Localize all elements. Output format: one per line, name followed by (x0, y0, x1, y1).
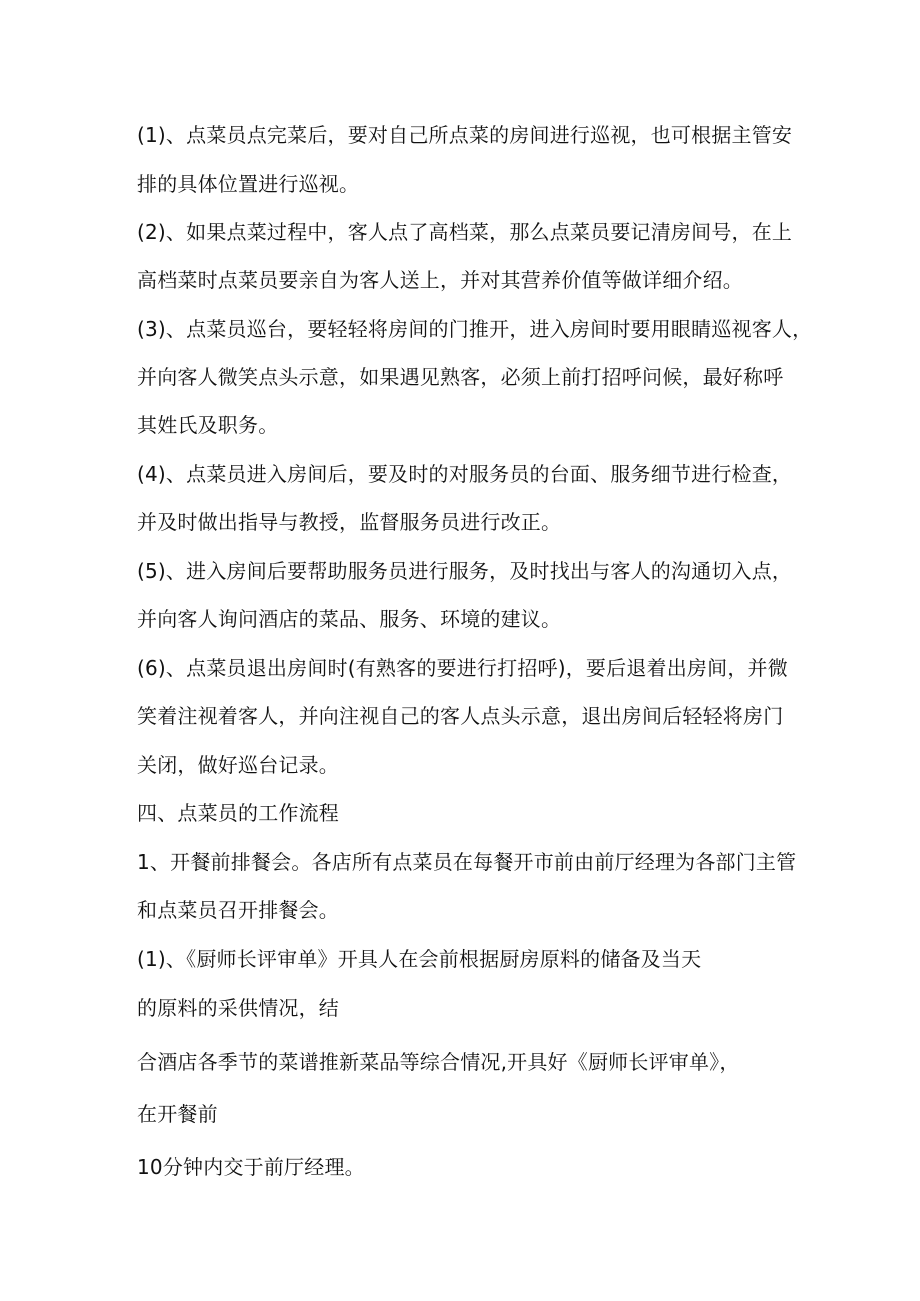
paragraph-6-line-3: 关闭，做好巡台记录。 (137, 753, 339, 777)
item-1-line-2: 和点菜员召开排餐会。 (137, 898, 339, 922)
sub-item-1-line-2: 的原料的采供情况，结 (137, 996, 339, 1020)
paragraph-1-line-1: (1)、点菜员点完菜后，要对自己所点菜的房间进行巡视，也可根据主管安 (137, 123, 793, 147)
sub-item-1-line-5: 10分钟内交于前厅经理。 (137, 1155, 365, 1179)
sub-item-1-line-1: (1)、《厨师长评审单》开具人在会前根据厨房原料的储备及当天 (137, 947, 702, 971)
paragraph-6-line-1: (6)、点菜员退出房间时(有熟客的要进行打招呼)，要后退着出房间，并微 (137, 656, 788, 680)
paragraph-5-line-2: 并向客人询问酒店的菜品、服务、环境的建议。 (137, 607, 562, 631)
paragraph-6-line-2: 笑着注视着客人，并向注视自己的客人点头示意，退出房间后轻轻将房门 (137, 704, 784, 728)
sub-item-1-line-3: 合酒店各季节的菜谱推新菜品等综合情况,开具好《厨师长评审单》， (137, 1050, 740, 1074)
paragraph-4-line-1: (4)、点菜员进入房间后，要及时的对服务员的台面、服务细节进行检查， (137, 462, 793, 486)
paragraph-4-line-2: 并及时做出指导与教授，监督服务员进行改正。 (137, 510, 562, 534)
section-heading: 四、点菜员的工作流程 (137, 801, 339, 825)
paragraph-2-line-2: 高档菜时点菜员要亲自为客人送上，并对其营养价值等做详细介绍。 (137, 268, 743, 292)
paragraph-2-line-1: (2)、如果点菜过程中，客人点了高档菜，那么点菜员要记清房间号，在上 (137, 220, 793, 244)
paragraph-3-line-1: (3)、点菜员巡台，要轻轻将房间的门推开，进入房间时要用眼睛巡视客人， (137, 317, 813, 341)
item-1-line-1: 1、开餐前排餐会。各店所有点菜员在每餐开市前由前厅经理为各部门主管 (137, 850, 797, 874)
paragraph-1-line-2: 排的具体位置进行巡视。 (137, 172, 360, 196)
paragraph-3-line-3: 其姓氏及职务。 (137, 413, 279, 437)
paragraph-3-line-2: 并向客人微笑点头示意，如果遇见熟客，必须上前打招呼问候，最好称呼 (137, 365, 784, 389)
paragraph-5-line-1: (5)、进入房间后要帮助服务员进行服务，及时找出与客人的沟通切入点， (137, 559, 793, 583)
sub-item-1-line-4: 在开餐前 (137, 1102, 218, 1126)
